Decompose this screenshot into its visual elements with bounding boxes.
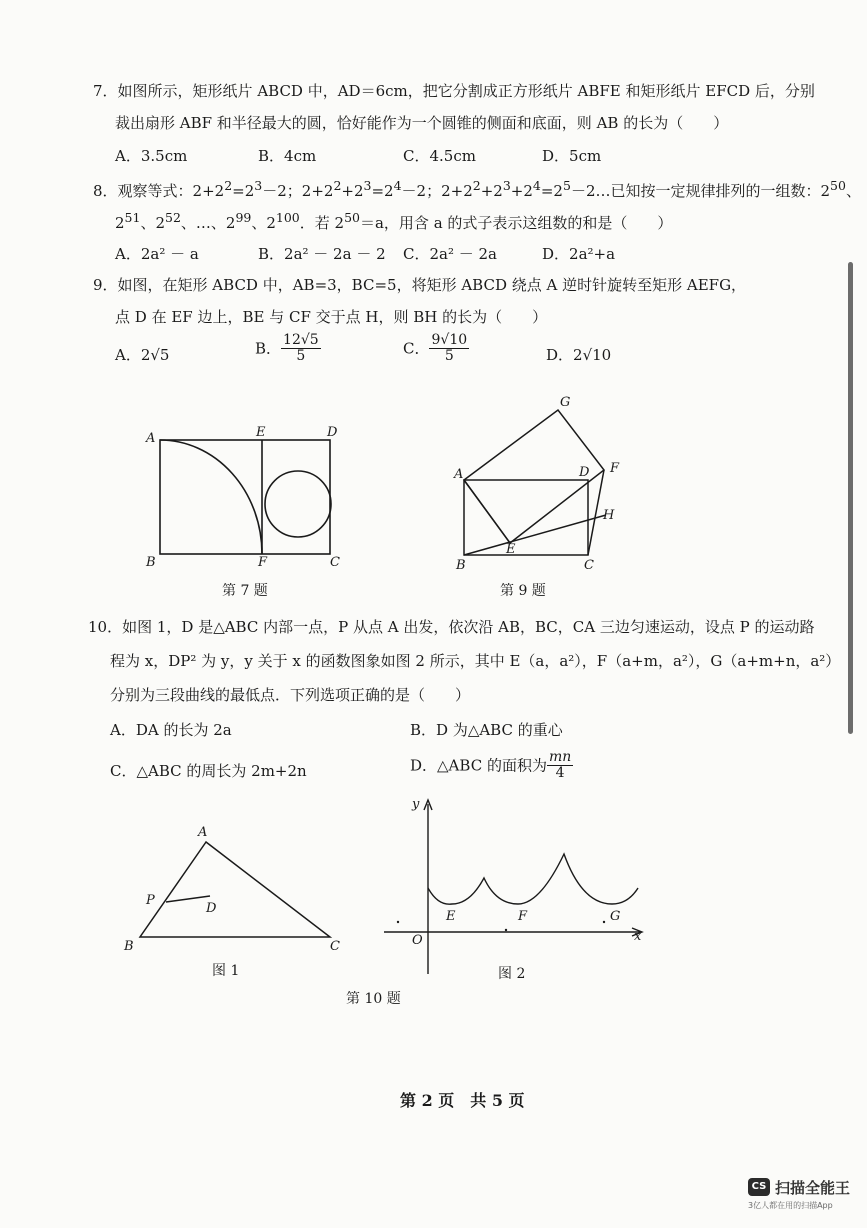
- fig7-arc: [160, 440, 262, 554]
- fig9-line-ae: [464, 480, 510, 543]
- fig10-1-triangle: [140, 842, 330, 937]
- q8-line2: $2^{51}$、$2^{52}$、…、$2^{99}$、$2^{100}$．若 $2^{50}=a$，用含 a 的式子表示这组数的和是（ ）: [115, 210, 673, 232]
- fig10-1-label-p: P: [146, 893, 155, 908]
- q9-option-c: C． $\frac{9√10}{5}$: [403, 332, 468, 364]
- camscanner-logo-icon: CS: [748, 1178, 770, 1196]
- page-number: 第 2 页 共 5 页: [400, 1091, 525, 1110]
- q10-option-c: C．△ABC 的周长为 2m+2n: [110, 762, 307, 780]
- fig10-1-label-a: A: [198, 825, 208, 840]
- q9-option-b: B． $\frac{12√5}{5}$: [255, 332, 319, 364]
- fig10-1-line-pd: [166, 896, 210, 902]
- q10-option-a: A．DA 的长为 2a: [110, 721, 232, 739]
- q9-line2: 点 D 在 EF 边上，BE 与 CF 交于点 H，则 BH 的长为（ ）: [115, 308, 548, 326]
- scrollbar[interactable]: [848, 262, 853, 734]
- fig9-label-h: H: [603, 508, 615, 523]
- fig7-circle: [265, 471, 331, 537]
- q8-option-b: B．2a² － 2a － 2: [258, 245, 386, 263]
- q7-option-d: D．5cm: [542, 147, 602, 165]
- q10-option-d: D．△ABC 的面积为 $\frac{mn}{4}$: [410, 749, 572, 781]
- fig9-line-cf: [588, 470, 604, 555]
- fig10-2-label-e: E: [446, 909, 456, 924]
- q9-option-d: D．2√10: [546, 346, 612, 364]
- fig9-label-b: B: [456, 558, 466, 573]
- fig7-label-b: B: [146, 555, 156, 570]
- q9-option-a: A．2√5: [115, 346, 170, 364]
- q10-line3: 分别为三段曲线的最低点．下列选项正确的是（ ）: [110, 686, 471, 704]
- fig7-label-c: C: [330, 555, 340, 570]
- figure-10-1: [118, 822, 350, 957]
- fig9-label-f: F: [610, 461, 620, 476]
- fig10-2-label-f: F: [518, 909, 528, 924]
- q7-line1: 7．如图所示，矩形纸片 ABCD 中，AD＝6cm，把它分割成正方形纸片 ABFE 和矩形纸片 EFCD 后，分别: [93, 82, 815, 100]
- fig7-label-a: A: [146, 431, 156, 446]
- q8-option-d: D．2a²+a: [542, 245, 616, 263]
- fig9-label-c: C: [584, 558, 594, 573]
- fig9-label-e: E: [506, 542, 516, 557]
- fig10-2-dot: [397, 921, 399, 923]
- fig10-2-curve: [428, 854, 638, 904]
- q7-option-b: B．4cm: [258, 147, 317, 165]
- watermark-name: 扫描全能王: [775, 1179, 851, 1197]
- q7-line2: 裁出扇形 ABF 和半径最大的圆，恰好能作为一个圆锥的侧面和底面，则 AB 的长为（ ）: [115, 114, 729, 132]
- fig10-2-caption: 图 2: [498, 966, 526, 982]
- figure-7: [140, 418, 350, 578]
- fig9-line-bh: [464, 515, 606, 555]
- fig10-caption: 第 10 题: [346, 991, 401, 1007]
- fig7-label-f: F: [258, 555, 268, 570]
- watermark-subtitle: 3亿人都在用的扫描App: [748, 1201, 833, 1210]
- q10-option-b: B．D 为△ABC 的重心: [410, 721, 563, 739]
- fig9-caption: 第 9 题: [500, 583, 546, 599]
- fig10-2-label-x: x: [634, 929, 642, 944]
- fig7-label-e: E: [256, 425, 266, 440]
- q7-option-c: C．4.5cm: [403, 147, 476, 165]
- fig10-2-label-g: G: [610, 909, 621, 924]
- fig10-1-caption: 图 1: [212, 963, 240, 979]
- fig10-2-label-o: O: [412, 933, 423, 948]
- fig9-label-a: A: [454, 467, 464, 482]
- figure-9: [448, 388, 623, 573]
- q10-line1: 10．如图 1，D 是△ABC 内部一点，P 从点 A 出发，依次沿 AB，BC，CA 三边匀速运动，设点 P 的运动路: [88, 618, 815, 636]
- q8-option-a: A．2a² － a: [115, 245, 199, 263]
- q7-option-a: A．3.5cm: [115, 147, 188, 165]
- fig10-2-dot: [603, 921, 605, 923]
- fig10-1-label-b: B: [124, 939, 134, 954]
- fig10-2-label-y: y: [412, 797, 420, 812]
- fig7-label-d: D: [327, 425, 338, 440]
- figure-10-2: [378, 788, 650, 980]
- fig10-1-label-d: D: [206, 901, 217, 916]
- fig7-caption: 第 7 题: [222, 583, 268, 599]
- q8-option-c: C．2a² － 2a: [403, 245, 497, 263]
- fig9-rectangle-abcd: [464, 480, 588, 555]
- q9-line1: 9．如图，在矩形 ABCD 中，AB=3，BC=5，将矩形 ABCD 绕点 A 逆时针旋转至矩形 AEFG，: [93, 276, 747, 294]
- q10-line2: 程为 x，DP² 为 y，y 关于 x 的函数图象如图 2 所示，其中 E（a，a²），F（a+m，a²），G（a+m+n，a²）: [110, 652, 841, 670]
- fig9-label-d: D: [579, 465, 590, 480]
- fig10-2-dot: [505, 929, 507, 931]
- q8-line1: 8．观察等式：$2+2^2=2^3-2$；$2+2^2+2^3=2^4-2$；$2+2^2+2^3+2^4=2^5-2\dots$已知按一定规律排列的一组数：$2^{50}$、: [93, 178, 861, 200]
- fig9-label-g: G: [560, 395, 571, 410]
- fig10-1-label-c: C: [330, 939, 340, 954]
